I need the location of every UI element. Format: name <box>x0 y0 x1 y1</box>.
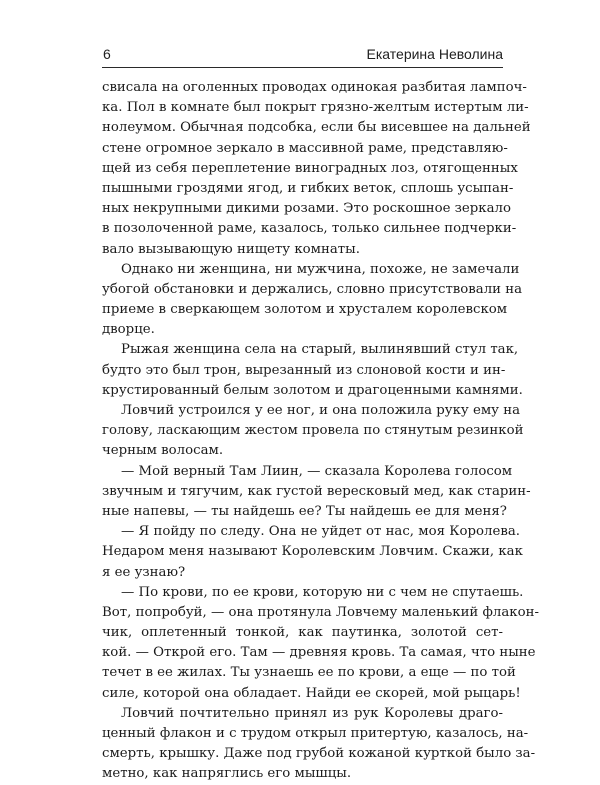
text-line: крустированный белым золотом и драгоценными камнями. <box>102 382 523 398</box>
text-line: Рыжая женщина села на старый, вылинявший стул так, <box>121 342 519 358</box>
text-line: метно, как напряглись его мышцы. <box>102 766 352 782</box>
text-line: смерть, крышку. Даже под грубой кожаной курткой было за- <box>102 746 536 762</box>
text-line: звучным и тягучим, как густой вересковый мед, как старин- <box>102 483 531 499</box>
text-line: в позолоченной раме, казалось, только сильнее подчерки- <box>102 221 517 237</box>
text-line: ка. Пол в комнате был покрыт грязно-желтым истертым ли- <box>102 100 529 116</box>
text-line: будто это был трон, вырезанный из слоновой кости и ин- <box>102 362 506 378</box>
text-line: ных некрупными дикими розами. Это роскошное зеркало <box>102 201 511 217</box>
text-line: Недаром меня называют Королевским Ловчим. Скажи, как <box>102 544 523 560</box>
text-line: дворце. <box>102 322 155 338</box>
text-line: нолеумом. Обычная подсобка, если бы висевшее на дальней <box>102 120 531 136</box>
page-header <box>102 43 503 68</box>
text-line: свисала на оголенных проводах одинокая разбитая лампоч- <box>102 80 527 95</box>
text-line: голову, ласкающим жестом провела по стянутым резинкой <box>102 423 524 439</box>
text-line: Ловчий почтительно принял из рук Королевы драго- <box>121 705 503 721</box>
text-line: приеме в сверкающем золотом и хрусталем королевском <box>102 302 508 318</box>
text-line: ценный флакон и с трудом открыл притертую, казалось, на- <box>102 726 529 741</box>
text-line: течет в ее жилах. Ты узнаешь ее по крови, а еще — по той <box>102 665 516 681</box>
text-line: силе, которой она обладает. Найди ее скорей, мой рыцарь! <box>102 685 521 701</box>
body-text <box>102 78 539 785</box>
text-line: щей из себя переплетение виноградных лоз, отягощенных <box>102 160 518 176</box>
text-line: стене огромное зеркало в массивной раме, представляю- <box>102 140 508 156</box>
text-line: черным волосам. <box>102 443 224 459</box>
text-line: — Мой верный Там Лиин, — сказала Королева голосом <box>121 463 513 479</box>
text-line: — Я пойду по следу. Она не уйдет от нас, моя Королева. <box>121 524 520 540</box>
text-line: — По крови, по ее крови, которую ни с чем не спутаешь. <box>121 584 524 600</box>
text-line: Вот, попробуй, — она протянула Ловчему маленький флакон- <box>102 604 539 620</box>
text-line: пышными гроздями ягод, и гибких веток, сплошь усыпан- <box>102 180 514 196</box>
text-line: ные напевы, — ты найдешь ее? Ты найдешь ее для меня? <box>102 503 507 519</box>
text-line: убогой обстановки и держались, словно присутствовали на <box>102 281 523 297</box>
page-number: 6 <box>103 46 111 62</box>
text-line: Однако ни женщина, ни мужчина, похоже, не замечали <box>121 261 520 277</box>
text-line: кой. — Открой его. Там — древняя кровь. Та самая, что ныне <box>102 645 536 661</box>
text-line: вало вызывающую нищету комнаты. <box>102 241 360 257</box>
text-line: Ловчий устроился у ее ног, и она положила руку ему на <box>121 403 521 418</box>
text-line: чик, оплетенный тонкой, как паутинка, золотой сет- <box>102 625 503 641</box>
author-running-head: Екатерина Неволина <box>366 46 503 62</box>
text-line: я ее узнаю? <box>102 564 186 580</box>
